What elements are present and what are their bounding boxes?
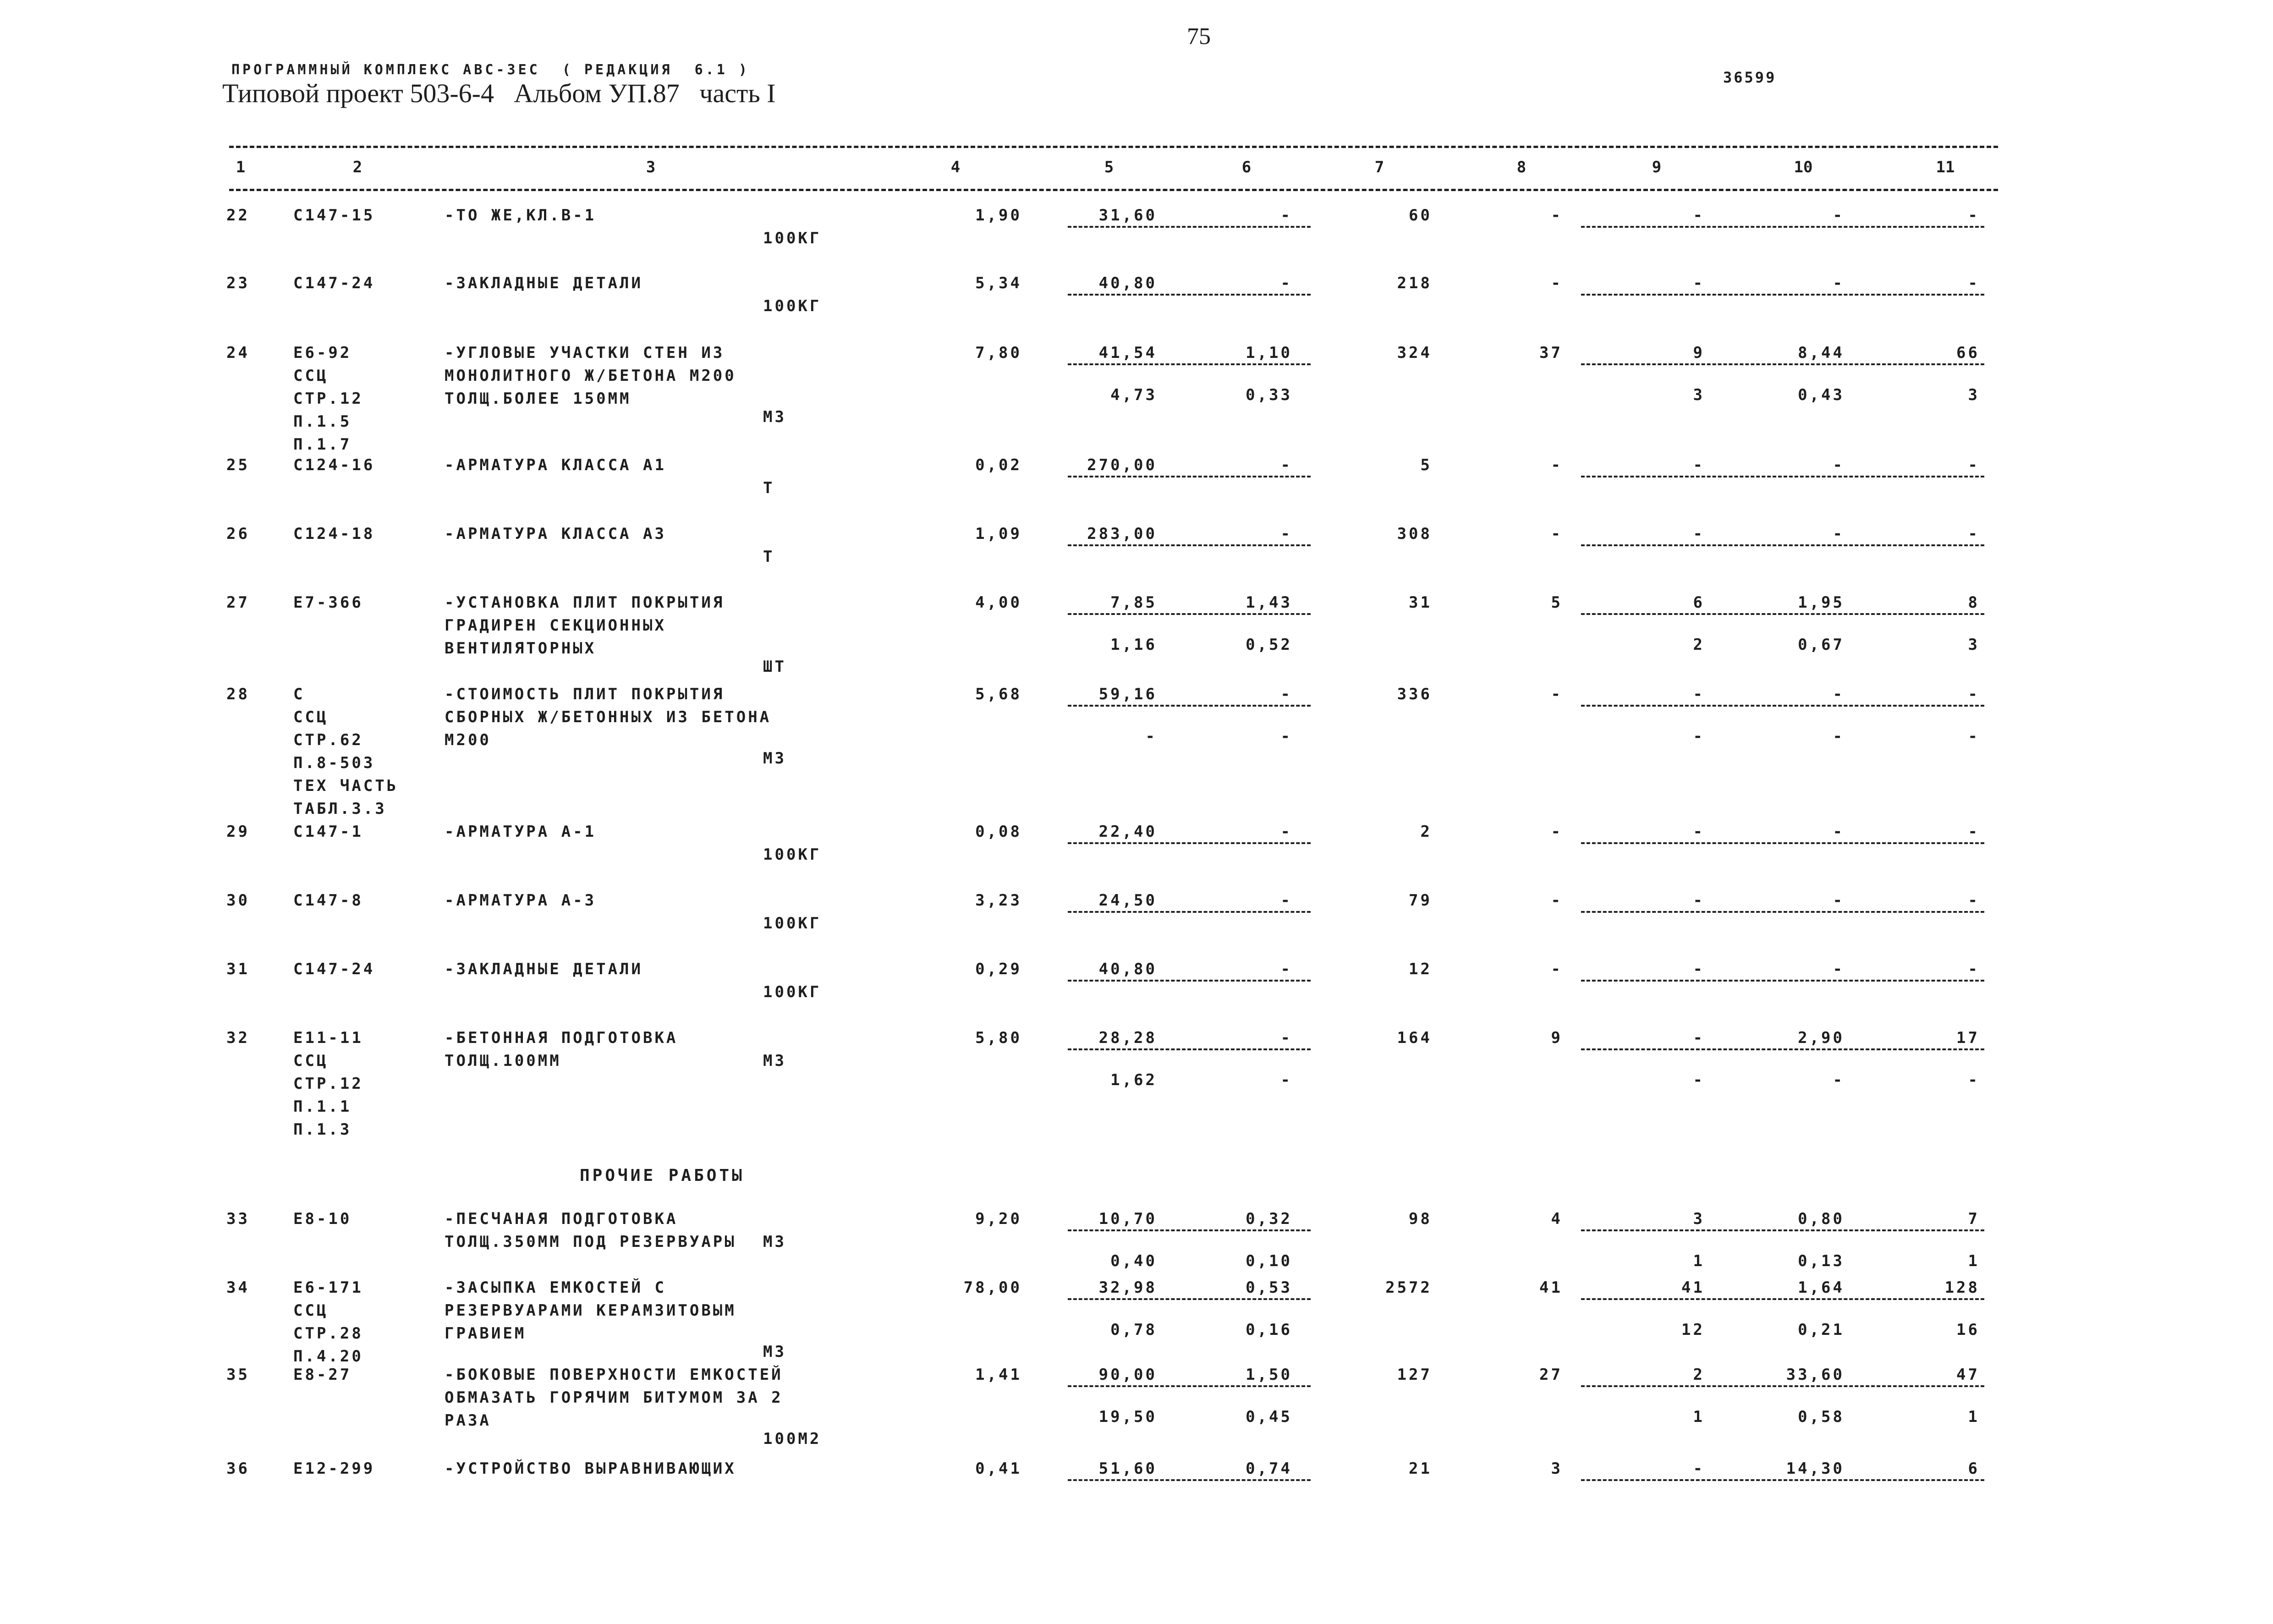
- column-7-value: 2: [1420, 823, 1432, 841]
- column-9-value: -: [1693, 823, 1705, 841]
- row-number: 30: [226, 891, 250, 910]
- column-8-value: -: [1551, 206, 1563, 225]
- row-subrule-price: [1068, 476, 1311, 477]
- column-10-value: -: [1833, 456, 1845, 474]
- norm-code: С147-15: [293, 206, 375, 225]
- norm-code: ССЦ: [293, 1052, 329, 1070]
- work-name: -УСТРОЙСТВО ВЫРАВНИВАЮЩИХ: [445, 1459, 736, 1478]
- column-10-value: 1,64: [1798, 1278, 1845, 1297]
- column-11-value: 128: [1944, 1278, 1980, 1297]
- norm-code: П.1.5: [293, 412, 352, 431]
- column-9-wage-value: 1: [1693, 1408, 1705, 1426]
- work-name: ГРАВИЕМ: [445, 1324, 527, 1343]
- section-title: ПРОЧИЕ РАБОТЫ: [580, 1166, 745, 1185]
- column-6-value: -: [1280, 685, 1292, 703]
- column-10-value: -: [1833, 206, 1845, 225]
- column-9-wage-value: 1: [1693, 1252, 1705, 1270]
- norm-code: СТР.12: [293, 390, 363, 408]
- column-10-value: 33,60: [1786, 1366, 1845, 1384]
- row-subrule-tail: [1581, 226, 1984, 228]
- column-10-wage-value: 0,13: [1798, 1252, 1845, 1270]
- column-8-value: -: [1551, 891, 1563, 910]
- unit-price-value: 32,98: [1098, 1278, 1157, 1297]
- quantity-value: 0,41: [975, 1459, 1022, 1478]
- work-name: -СТОИМОСТЬ ПЛИТ ПОКРЫТИЯ: [445, 685, 725, 703]
- unit-price-wage-value: 4,73: [1110, 386, 1157, 404]
- unit-of-measure: М3: [763, 1233, 786, 1251]
- header-bottom-rule: [229, 189, 1998, 191]
- column-header: 8: [1516, 158, 1526, 176]
- column-11-value: 17: [1956, 1029, 1980, 1047]
- unit-price-value: 90,00: [1098, 1366, 1157, 1384]
- work-name: ТОЛЩ.350ММ ПОД РЕЗЕРВУАРЫ: [445, 1233, 736, 1251]
- norm-code: Е6-171: [293, 1278, 363, 1297]
- norm-code: Е12-299: [293, 1459, 375, 1478]
- column-9-value: 6: [1693, 593, 1705, 612]
- column-6-value: 0,74: [1246, 1459, 1292, 1478]
- quantity-value: 0,08: [975, 823, 1022, 841]
- column-10-value: 14,30: [1786, 1459, 1845, 1478]
- row-number: 32: [226, 1029, 250, 1047]
- row-number: 34: [226, 1278, 250, 1297]
- column-7-value: 5: [1420, 456, 1432, 474]
- column-7-value: 308: [1397, 525, 1432, 543]
- column-7-value: 12: [1409, 960, 1432, 978]
- column-8-value: 37: [1539, 344, 1563, 362]
- unit-of-measure: Т: [763, 479, 775, 497]
- row-subrule-tail: [1581, 363, 1984, 365]
- work-name: -ЗАКЛАДНЫЕ ДЕТАЛИ: [445, 274, 643, 292]
- column-10-value: -: [1833, 685, 1845, 703]
- work-name: -ТО ЖЕ,КЛ.В-1: [445, 206, 597, 225]
- column-7-value: 60: [1409, 206, 1432, 225]
- norm-code: Е8-27: [293, 1366, 352, 1384]
- column-9-wage-value: 2: [1693, 636, 1705, 654]
- quantity-value: 3,23: [975, 891, 1022, 910]
- unit-of-measure: 100КГ: [763, 914, 822, 933]
- norm-code: С124-16: [293, 456, 375, 474]
- column-7-value: 21: [1409, 1459, 1432, 1478]
- norm-code: С147-24: [293, 960, 375, 978]
- unit-price-wage-value: 1,62: [1110, 1071, 1157, 1089]
- row-subrule-tail: [1581, 1048, 1984, 1050]
- work-name: -БОКОВЫЕ ПОВЕРХНОСТИ ЕМКОСТЕЙ: [445, 1366, 783, 1384]
- norm-code: СТР.28: [293, 1324, 363, 1343]
- row-subrule-tail: [1581, 544, 1984, 546]
- program-line: ПРОГРАММНЫЙ КОМПЛЕКС АВС-3ЕС ( РЕДАКЦИЯ 6.1 ): [231, 62, 750, 78]
- column-10-wage-value: 0,43: [1798, 386, 1845, 404]
- column-10-value: 0,80: [1798, 1210, 1845, 1228]
- unit-price-value: 28,28: [1098, 1029, 1157, 1047]
- work-name: ВЕНТИЛЯТОРНЫХ: [445, 639, 597, 658]
- page-number: 75: [1187, 23, 1211, 49]
- column-7-value: 31: [1409, 593, 1432, 612]
- column-11-wage-value: 3: [1968, 636, 1980, 654]
- column-header: 9: [1652, 158, 1662, 176]
- column-8-value: -: [1551, 456, 1563, 474]
- column-6-wage-value: -: [1280, 1071, 1292, 1089]
- quantity-value: 1,90: [975, 206, 1022, 225]
- row-subrule-price: [1068, 1229, 1311, 1231]
- unit-price-wage-value: 0,40: [1110, 1252, 1157, 1270]
- column-10-wage-value: 0,58: [1798, 1408, 1845, 1426]
- column-6-value: -: [1280, 456, 1292, 474]
- document-code: 36599: [1723, 69, 1777, 86]
- work-name: МОНОЛИТНОГО Ж/БЕТОНА М200: [445, 367, 736, 385]
- column-9-value: -: [1693, 525, 1705, 543]
- unit-price-value: 24,50: [1098, 891, 1157, 910]
- column-8-value: 5: [1551, 593, 1563, 612]
- norm-code: Е8-10: [293, 1210, 352, 1228]
- column-9-value: -: [1693, 960, 1705, 978]
- column-9-wage-value: -: [1693, 727, 1705, 746]
- norm-code: С147-24: [293, 274, 375, 292]
- column-header: 10: [1794, 158, 1813, 176]
- column-9-value: 41: [1681, 1278, 1705, 1297]
- column-9-value: -: [1693, 685, 1705, 703]
- row-subrule-tail: [1581, 705, 1984, 707]
- quantity-value: 4,00: [975, 593, 1022, 612]
- column-10-value: -: [1833, 891, 1845, 910]
- norm-code: С: [293, 685, 305, 703]
- column-10-wage-value: -: [1833, 1071, 1845, 1089]
- work-name: -УГЛОВЫЕ УЧАСТКИ СТЕН ИЗ: [445, 344, 725, 362]
- column-9-value: -: [1693, 456, 1705, 474]
- row-subrule-tail: [1581, 1479, 1984, 1481]
- norm-code: ССЦ: [293, 1301, 329, 1320]
- column-10-wage-value: 0,67: [1798, 636, 1845, 654]
- column-8-value: -: [1551, 823, 1563, 841]
- column-9-wage-value: 12: [1681, 1321, 1705, 1339]
- row-subrule-price: [1068, 1298, 1311, 1300]
- column-11-wage-value: 1: [1968, 1408, 1980, 1426]
- column-10-value: -: [1833, 525, 1845, 543]
- column-11-value: 66: [1956, 344, 1980, 362]
- unit-price-value: 40,80: [1098, 960, 1157, 978]
- column-8-value: 4: [1551, 1210, 1563, 1228]
- column-7-value: 127: [1397, 1366, 1432, 1384]
- unit-price-wage-value: 0,78: [1110, 1321, 1157, 1339]
- column-6-wage-value: 0,33: [1246, 386, 1292, 404]
- column-10-wage-value: -: [1833, 727, 1845, 746]
- column-11-value: -: [1968, 960, 1980, 978]
- column-7-value: 2572: [1385, 1278, 1432, 1297]
- column-8-value: 9: [1551, 1029, 1563, 1047]
- column-11-value: -: [1968, 274, 1980, 292]
- column-8-value: -: [1551, 960, 1563, 978]
- column-6-value: -: [1280, 891, 1292, 910]
- row-subrule-tail: [1581, 1229, 1984, 1231]
- column-11-wage-value: 1: [1968, 1252, 1980, 1270]
- column-header: 11: [1936, 158, 1955, 176]
- column-8-value: -: [1551, 525, 1563, 543]
- column-11-value: 8: [1968, 593, 1980, 612]
- quantity-value: 7,80: [975, 344, 1022, 362]
- row-number: 36: [226, 1459, 250, 1478]
- column-6-value: -: [1280, 823, 1292, 841]
- column-6-value: 1,10: [1246, 344, 1292, 362]
- column-6-value: -: [1280, 274, 1292, 292]
- row-subrule-price: [1068, 544, 1311, 546]
- quantity-value: 9,20: [975, 1210, 1022, 1228]
- column-8-value: -: [1551, 685, 1563, 703]
- column-9-value: -: [1693, 274, 1705, 292]
- row-subrule-tail: [1581, 294, 1984, 296]
- row-subrule-tail: [1581, 911, 1984, 913]
- quantity-value: 5,68: [975, 685, 1022, 703]
- work-name: СБОРНЫХ Ж/БЕТОННЫХ ИЗ БЕТОНА: [445, 708, 772, 726]
- quantity-value: 78,00: [963, 1278, 1022, 1297]
- row-subrule-tail: [1581, 980, 1984, 982]
- column-9-wage-value: 3: [1693, 386, 1705, 404]
- column-10-value: -: [1833, 960, 1845, 978]
- norm-code: С147-8: [293, 891, 363, 910]
- column-8-value: 3: [1551, 1459, 1563, 1478]
- row-number: 31: [226, 960, 250, 978]
- unit-of-measure: М3: [763, 1052, 786, 1070]
- row-number: 35: [226, 1366, 250, 1384]
- work-name: ОБМАЗАТЬ ГОРЯЧИМ БИТУМОМ ЗА 2: [445, 1388, 783, 1407]
- column-10-value: -: [1833, 823, 1845, 841]
- row-number: 29: [226, 823, 250, 841]
- unit-price-wage-value: -: [1145, 727, 1157, 746]
- row-subrule-tail: [1581, 613, 1984, 615]
- column-11-wage-value: 3: [1968, 386, 1980, 404]
- unit-price-value: 283,00: [1087, 525, 1157, 543]
- column-7-value: 98: [1409, 1210, 1432, 1228]
- norm-code: П.1.3: [293, 1120, 352, 1139]
- work-name: ГРАДИРЕН СЕКЦИОННЫХ: [445, 616, 666, 635]
- column-9-value: 2: [1693, 1366, 1705, 1384]
- unit-of-measure: 100М2: [763, 1430, 822, 1448]
- row-subrule-price: [1068, 613, 1311, 615]
- column-11-value: -: [1968, 685, 1980, 703]
- quantity-value: 5,80: [975, 1029, 1022, 1047]
- quantity-value: 1,09: [975, 525, 1022, 543]
- work-name: -ПЕСЧАНАЯ ПОДГОТОВКА: [445, 1210, 678, 1228]
- norm-code: ТАБЛ.3.3: [293, 800, 387, 818]
- column-11-value: -: [1968, 823, 1980, 841]
- row-subrule-price: [1068, 363, 1311, 365]
- quantity-value: 0,29: [975, 960, 1022, 978]
- column-11-value: 7: [1968, 1210, 1980, 1228]
- column-11-wage-value: -: [1968, 727, 1980, 746]
- column-6-value: -: [1280, 1029, 1292, 1047]
- column-6-value: 1,50: [1246, 1366, 1292, 1384]
- work-name: -АРМАТУРА КЛАССА А3: [445, 525, 666, 543]
- norm-code: Е6-92: [293, 344, 352, 362]
- unit-of-measure: 100КГ: [763, 845, 822, 864]
- unit-of-measure: 100КГ: [763, 983, 822, 1001]
- work-name: -АРМАТУРА А-3: [445, 891, 597, 910]
- unit-price-wage-value: 19,50: [1098, 1408, 1157, 1426]
- column-8-value: 27: [1539, 1366, 1563, 1384]
- column-header: 5: [1104, 158, 1114, 176]
- column-9-value: 9: [1693, 344, 1705, 362]
- column-11-value: 47: [1956, 1366, 1980, 1384]
- unit-price-value: 59,16: [1098, 685, 1157, 703]
- norm-code: Е11-11: [293, 1029, 363, 1047]
- column-9-wage-value: -: [1693, 1071, 1705, 1089]
- column-11-wage-value: -: [1968, 1071, 1980, 1089]
- unit-of-measure: М3: [763, 408, 786, 426]
- row-number: 23: [226, 274, 250, 292]
- column-7-value: 164: [1397, 1029, 1432, 1047]
- work-name: -УСТАНОВКА ПЛИТ ПОКРЫТИЯ: [445, 593, 725, 612]
- column-8-value: 41: [1539, 1278, 1563, 1297]
- column-7-value: 324: [1397, 344, 1432, 362]
- row-number: 27: [226, 593, 250, 612]
- row-number: 22: [226, 206, 250, 225]
- row-number: 25: [226, 456, 250, 474]
- norm-code: С124-18: [293, 525, 375, 543]
- unit-price-value: 31,60: [1098, 206, 1157, 225]
- column-8-value: -: [1551, 274, 1563, 292]
- unit-price-value: 10,70: [1098, 1210, 1157, 1228]
- column-11-value: 6: [1968, 1459, 1980, 1478]
- row-subrule-price: [1068, 226, 1311, 228]
- norm-code: П.1.1: [293, 1097, 352, 1116]
- row-number: 26: [226, 525, 250, 543]
- unit-price-value: 22,40: [1098, 823, 1157, 841]
- column-10-value: -: [1833, 274, 1845, 292]
- column-11-value: -: [1968, 525, 1980, 543]
- unit-price-wage-value: 1,16: [1110, 636, 1157, 654]
- unit-of-measure: М3: [763, 749, 786, 768]
- row-subrule-tail: [1581, 476, 1984, 477]
- work-name: М200: [445, 731, 491, 749]
- column-header: 3: [646, 158, 656, 176]
- column-11-wage-value: 16: [1956, 1321, 1980, 1339]
- row-subrule-price: [1068, 1048, 1311, 1050]
- column-header: 1: [236, 158, 246, 176]
- unit-price-value: 41,54: [1098, 344, 1157, 362]
- column-7-value: 79: [1409, 891, 1432, 910]
- unit-of-measure: М3: [763, 1343, 786, 1361]
- column-6-wage-value: 0,52: [1246, 636, 1292, 654]
- unit-of-measure: Т: [763, 548, 775, 566]
- unit-price-value: 51,60: [1098, 1459, 1157, 1478]
- norm-code: СТР.12: [293, 1075, 363, 1093]
- column-6-wage-value: 0,16: [1246, 1321, 1292, 1339]
- column-9-value: -: [1693, 206, 1705, 225]
- column-6-value: 0,32: [1246, 1210, 1292, 1228]
- row-subrule-tail: [1581, 842, 1984, 844]
- unit-price-value: 7,85: [1110, 593, 1157, 612]
- row-subrule-price: [1068, 980, 1311, 982]
- column-7-value: 218: [1397, 274, 1432, 292]
- column-6-value: -: [1280, 206, 1292, 225]
- work-name: -АРМАТУРА КЛАССА А1: [445, 456, 666, 474]
- header-top-rule: [229, 146, 1998, 148]
- project-title: Типовой проект 503-6-4 Альбом УП.87 часть I: [222, 78, 776, 108]
- column-10-value: 8,44: [1798, 344, 1845, 362]
- row-subrule-tail: [1581, 1385, 1984, 1387]
- row-subrule-price: [1068, 1385, 1311, 1387]
- norm-code: С147-1: [293, 823, 363, 841]
- unit-of-measure: 100КГ: [763, 229, 822, 247]
- row-number: 24: [226, 344, 250, 362]
- column-7-value: 336: [1397, 685, 1432, 703]
- quantity-value: 1,41: [975, 1366, 1022, 1384]
- column-11-value: -: [1968, 891, 1980, 910]
- norm-code: П.1.7: [293, 435, 352, 454]
- column-header: 4: [950, 158, 961, 176]
- column-11-value: -: [1968, 456, 1980, 474]
- norm-code: П.4.20: [293, 1347, 363, 1366]
- norm-code: Е7-366: [293, 593, 363, 612]
- work-name: -БЕТОННАЯ ПОДГОТОВКА: [445, 1029, 678, 1047]
- column-header: 7: [1374, 158, 1384, 176]
- norm-code: П.8-503: [293, 754, 375, 772]
- row-subrule-price: [1068, 294, 1311, 296]
- column-10-value: 1,95: [1798, 593, 1845, 612]
- unit-of-measure: 100КГ: [763, 297, 822, 315]
- column-11-value: -: [1968, 206, 1980, 225]
- norm-code: ССЦ: [293, 367, 329, 385]
- row-number: 28: [226, 685, 250, 703]
- work-name: РЕЗЕРВУАРАМИ КЕРАМЗИТОВЫМ: [445, 1301, 736, 1320]
- column-header: 2: [352, 158, 362, 176]
- row-subrule-price: [1068, 842, 1311, 844]
- work-name: -ЗАСЫПКА ЕМКОСТЕЙ С: [445, 1278, 666, 1297]
- column-9-value: -: [1693, 891, 1705, 910]
- column-6-value: -: [1280, 960, 1292, 978]
- quantity-value: 0,02: [975, 456, 1022, 474]
- column-6-value: -: [1280, 525, 1292, 543]
- column-6-wage-value: 0,45: [1246, 1408, 1292, 1426]
- column-9-value: -: [1693, 1459, 1705, 1478]
- row-subrule-price: [1068, 1479, 1311, 1481]
- column-header: 6: [1241, 158, 1252, 176]
- column-6-value: 1,43: [1246, 593, 1292, 612]
- work-name: -ЗАКЛАДНЫЕ ДЕТАЛИ: [445, 960, 643, 978]
- norm-code: ТЕХ ЧАСТЬ: [293, 777, 399, 795]
- column-9-value: -: [1693, 1029, 1705, 1047]
- unit-of-measure: ШТ: [763, 658, 786, 676]
- column-10-wage-value: 0,21: [1798, 1321, 1845, 1339]
- column-10-value: 2,90: [1798, 1029, 1845, 1047]
- unit-price-value: 270,00: [1087, 456, 1157, 474]
- column-9-value: 3: [1693, 1210, 1705, 1228]
- norm-code: СТР.62: [293, 731, 363, 749]
- column-6-wage-value: -: [1280, 727, 1292, 746]
- row-subrule-tail: [1581, 1298, 1984, 1300]
- row-subrule-price: [1068, 705, 1311, 707]
- work-name: ТОЛЩ.100ММ: [445, 1052, 561, 1070]
- column-6-wage-value: 0,10: [1246, 1252, 1292, 1270]
- norm-code: ССЦ: [293, 708, 329, 726]
- work-name: -АРМАТУРА А-1: [445, 823, 597, 841]
- row-number: 33: [226, 1210, 250, 1228]
- row-subrule-price: [1068, 911, 1311, 913]
- work-name: РАЗА: [445, 1411, 491, 1430]
- work-name: ТОЛЩ.БОЛЕЕ 150ММ: [445, 390, 631, 408]
- unit-price-value: 40,80: [1098, 274, 1157, 292]
- quantity-value: 5,34: [975, 274, 1022, 292]
- column-6-value: 0,53: [1246, 1278, 1292, 1297]
